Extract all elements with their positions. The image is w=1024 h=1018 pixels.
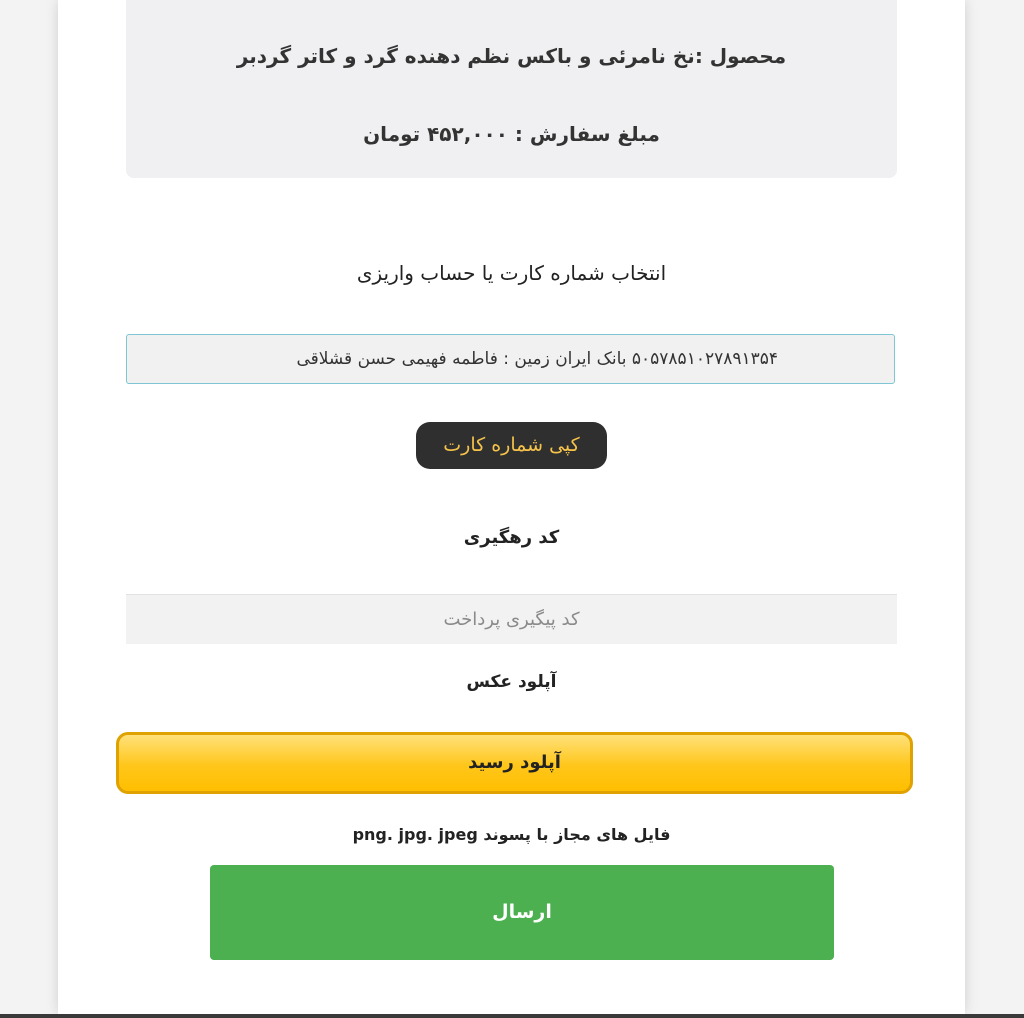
copy-card-number-button[interactable]: کپی شماره کارت (416, 422, 607, 469)
bottom-border (0, 1014, 1024, 1018)
product-name: محصول :نخ نامرئی و باکس نظم دهنده گرد و کاتر گردبر (236, 44, 787, 68)
order-amount: مبلغ سفارش : ۴۵۲,۰۰۰ تومان (363, 122, 660, 146)
tracking-code-label: کد رهگیری (463, 527, 560, 548)
card-select-title: انتخاب شماره کارت یا حساب واریزی (356, 261, 667, 285)
allowed-file-types-text: فایل های مجاز با پسوند png. jpg. jpeg (352, 825, 671, 844)
upload-receipt-button[interactable]: آپلود رسید (116, 732, 913, 794)
submit-button[interactable]: ارسال (210, 865, 834, 960)
tracking-code-input[interactable] (126, 594, 897, 644)
payment-page (58, 0, 965, 1014)
upload-photo-label: آپلود عکس (466, 672, 557, 692)
card-number-field[interactable]: ۵۰۵۷۸۵۱۰۲۷۸۹۱۳۵۴ بانک ایران زمین : فاطمه فهیمی حسن قشلاقی (126, 334, 895, 384)
order-summary (126, 0, 897, 178)
